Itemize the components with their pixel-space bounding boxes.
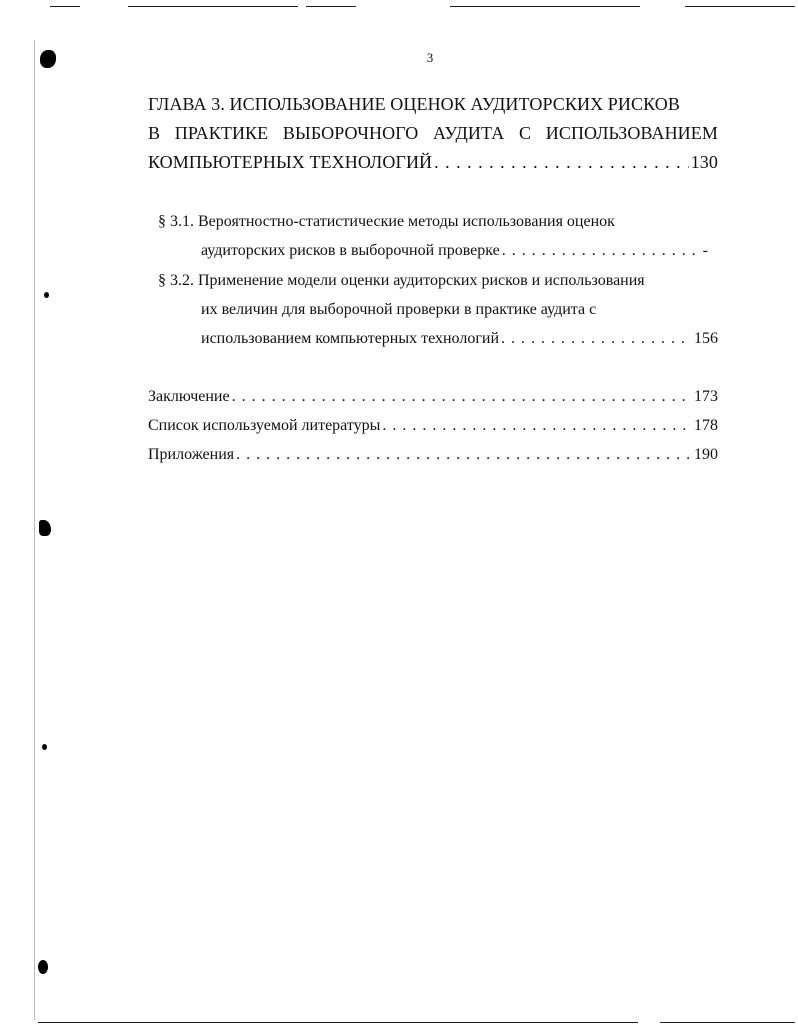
toc-entry-page: 173 xyxy=(694,388,718,405)
toc-section xyxy=(158,207,708,265)
toc-entry-appendices xyxy=(148,440,718,469)
toc-entry-label: Заключение xyxy=(148,388,230,405)
scan-top-line xyxy=(306,6,356,7)
dot-leader xyxy=(501,324,692,353)
chapter-title-line: В ПРАКТИКЕ ВЫБОРОЧНОГО АУДИТА С ИСПОЛЬЗОВАНИЕМ xyxy=(148,123,718,143)
section-text: использованием компьютерных технологий xyxy=(201,330,500,347)
toc-entry-label: Список используемой литературы xyxy=(148,417,381,434)
section-page-number: 156 xyxy=(694,330,718,347)
toc-section xyxy=(158,266,718,353)
dot-leader xyxy=(236,440,692,469)
section-text: аудиторских рисков в выборочной проверке xyxy=(201,242,500,259)
chapter-title-line xyxy=(148,148,718,177)
binding-hole-mark xyxy=(42,744,47,750)
section-line: § 3.2. Применение модели оценки аудиторских рисков и использования xyxy=(158,272,645,289)
section-page-number: - xyxy=(702,242,708,259)
scan-bottom-line xyxy=(660,1022,795,1023)
scan-top-line xyxy=(128,6,298,7)
section-line: их величин для выборочной проверки в практике аудита с xyxy=(201,301,597,318)
dot-leader xyxy=(502,236,701,265)
scan-top-line xyxy=(685,6,795,7)
section-line xyxy=(201,236,708,265)
binding-hole-mark xyxy=(39,520,51,536)
binding-hole-mark xyxy=(38,960,48,974)
binding-hole-mark xyxy=(40,50,56,68)
toc-entry-references xyxy=(148,411,718,440)
toc-entry-page: 178 xyxy=(694,417,718,434)
section-line: § 3.1. Вероятностно-статистические методы использования оценок xyxy=(158,213,615,230)
dot-leader xyxy=(434,148,689,177)
scan-margin-line xyxy=(34,40,35,1020)
chapter-page-number: 130 xyxy=(690,152,718,172)
chapter-heading xyxy=(148,90,718,177)
scan-top-line xyxy=(50,6,80,7)
toc-entry-page: 190 xyxy=(694,446,718,463)
chapter-title-line: ГЛАВА 3. ИСПОЛЬЗОВАНИЕ ОЦЕНОК АУДИТОРСКИХ РИСКОВ xyxy=(148,94,680,114)
page-number: 3 xyxy=(426,50,434,65)
chapter-title-text: КОМПЬЮТЕРНЫХ ТЕХНОЛОГИЙ xyxy=(148,152,433,172)
dot-leader xyxy=(232,382,692,411)
binding-hole-mark xyxy=(44,292,49,298)
section-line xyxy=(201,324,718,353)
dot-leader xyxy=(382,411,692,440)
scan-top-line xyxy=(450,6,640,7)
scan-bottom-line xyxy=(38,1022,638,1023)
toc-entry-conclusion xyxy=(148,382,718,411)
toc-entry-label: Приложения xyxy=(148,446,235,463)
